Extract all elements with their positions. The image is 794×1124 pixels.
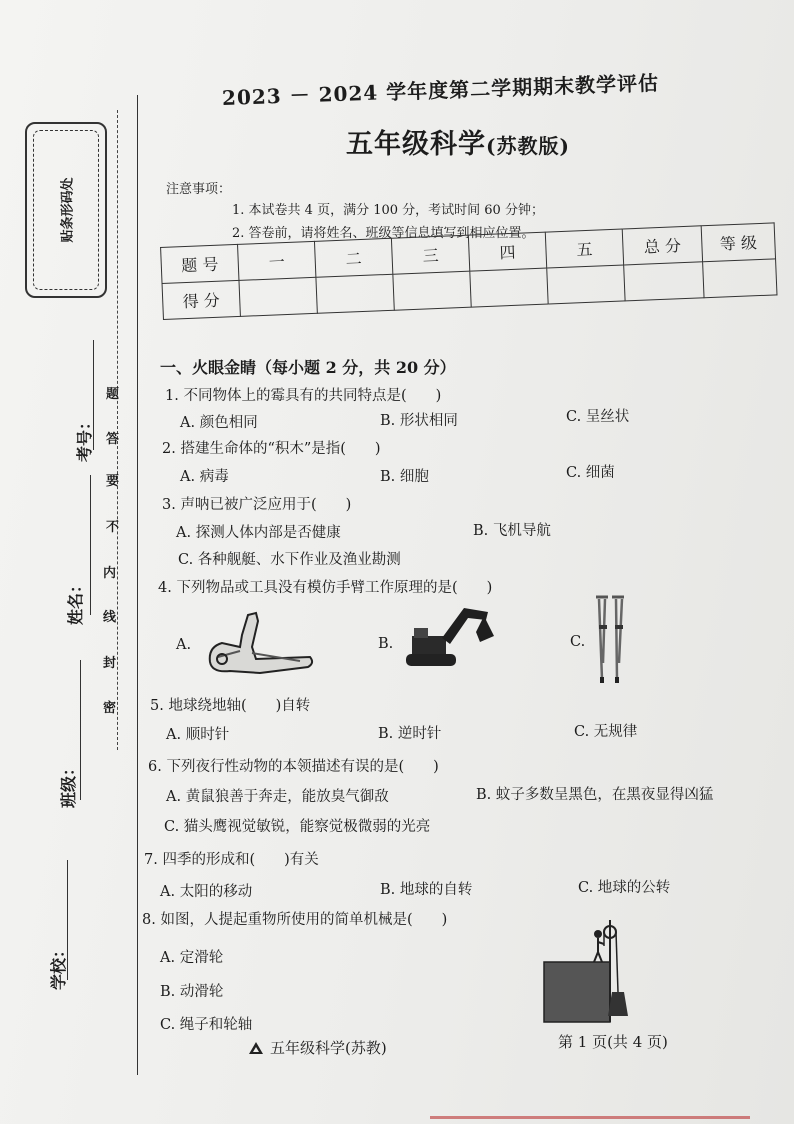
school-label: 学校： [49, 941, 68, 990]
option[interactable]: A. [176, 637, 192, 653]
seal-char: 不 [106, 520, 120, 535]
footer-subject: 五年级科学(苏教) [270, 1039, 387, 1057]
page-number: 第 1 页(共 4 页) [558, 1033, 668, 1051]
question-stem: 5. 地球绕地轴( )自转 [150, 698, 311, 714]
seal-char: 封 [103, 656, 117, 671]
seal-char: 要 [106, 474, 120, 489]
option[interactable]: A. 定滑轮 [160, 950, 224, 966]
option[interactable]: B. 地球的自转 [380, 882, 473, 898]
option[interactable]: C. 猫头鹰视觉敏锐，能察觉极微弱的光亮 [164, 819, 431, 835]
notes-heading: 注意事项： [166, 182, 232, 197]
score-cell[interactable] [393, 271, 471, 310]
barcode-box [25, 122, 107, 298]
robotic-arm-image [200, 607, 320, 677]
option[interactable]: A. 太阳的移动 [160, 884, 253, 900]
pulley-image [540, 918, 650, 1024]
option[interactable]: B. 细胞 [380, 469, 429, 485]
option[interactable]: C. [570, 634, 586, 650]
option[interactable]: B. 形状相同 [380, 413, 458, 429]
option[interactable]: B. 飞机导航 [473, 523, 551, 539]
option[interactable]: C. 无规律 [574, 724, 638, 740]
score-table-header: 二 [314, 238, 392, 277]
question-stem: 3. 声呐已被广泛应用于( ) [162, 497, 352, 513]
option[interactable]: B. 逆时针 [378, 726, 442, 742]
binding-line [137, 95, 138, 1075]
question-stem: 7. 四季的形成和( )有关 [144, 852, 319, 868]
exam-title: 2023 － 2024 学年度第二学期期末教学评估 [221, 70, 660, 110]
scan-edge [430, 1116, 750, 1119]
question-stem: 8. 如图，人提起重物所使用的简单机械是( ) [142, 912, 448, 928]
option[interactable]: A. 顺时针 [166, 727, 230, 743]
seal-char: 内 [103, 566, 117, 581]
score-table-header: 一 [238, 241, 316, 280]
exam-no-label: 考号： [75, 413, 94, 462]
question-stem: 4. 下列物品或工具没有模仿手臂工作原理的是( ) [158, 580, 493, 596]
class-label: 班级： [59, 759, 78, 808]
note-item: 1. 本试卷共 4 页，满分 100 分，考试时间 60 分钟； [232, 203, 544, 218]
option[interactable]: B. [378, 636, 394, 652]
option[interactable]: A. 病毒 [180, 469, 229, 485]
note-item: 2. 答卷前，请将姓名、班级等信息填写到相应位置。 [232, 226, 535, 241]
score-cell[interactable] [624, 262, 704, 301]
option[interactable]: A. 颜色相同 [180, 415, 258, 431]
option[interactable]: C. 各种舰艇、水下作业及渔业勘测 [178, 552, 401, 568]
score-cell[interactable] [316, 274, 394, 313]
subject-title: 五年级科学(苏教版) [346, 129, 570, 160]
section-title: 一、火眼金睛（每小题 2 分，共 20 分） [160, 358, 456, 377]
question-stem: 2. 搭建生命体的“积木”是指( ) [162, 441, 381, 457]
exam-no-input-line[interactable] [93, 340, 94, 450]
score-table-header: 等 级 [701, 223, 775, 262]
score-cell[interactable] [239, 277, 317, 316]
footer-logo-icon [248, 1041, 264, 1055]
score-table-header: 四 [468, 232, 546, 271]
question-stem: 6. 下列夜行性动物的本领描述有误的是( ) [148, 759, 439, 775]
option[interactable]: A. 黄鼠狼善于奔走，能放臭气御敌 [166, 789, 389, 805]
name-input-line[interactable] [90, 475, 91, 615]
seal-char: 线 [103, 610, 117, 625]
question-stem: 1. 不同物体上的霉具有的共同特点是( ) [165, 388, 442, 404]
class-input-line[interactable] [80, 660, 81, 800]
score-cell[interactable] [470, 268, 548, 307]
option[interactable]: C. 细菌 [566, 465, 615, 481]
score-table-header: 五 [545, 229, 623, 268]
school-input-line[interactable] [67, 860, 68, 980]
option[interactable]: B. 动滑轮 [160, 984, 224, 1000]
score-table-header: 总 分 [622, 226, 702, 265]
option[interactable]: C. 呈丝状 [566, 409, 630, 425]
score-table-header: 题 号 [161, 244, 239, 283]
option[interactable]: C. 绳子和轮轴 [160, 1017, 253, 1033]
score-cell[interactable] [547, 265, 625, 304]
score-row-label: 得 分 [162, 280, 240, 319]
excavator-image [402, 602, 502, 672]
barcode-label: 贴条形码处 [60, 177, 76, 243]
score-cell[interactable] [703, 259, 777, 298]
option[interactable]: C. 地球的公转 [578, 880, 671, 896]
option[interactable]: B. 蚊子多数呈黑色，在黑夜显得凶猛 [476, 787, 714, 803]
seal-char: 密 [103, 701, 117, 716]
crutches-image [590, 593, 630, 685]
option[interactable]: A. 探测人体内部是否健康 [176, 525, 341, 541]
name-label: 姓名： [66, 576, 85, 625]
score-table-header: 三 [391, 235, 469, 274]
seal-char: 题 [106, 387, 120, 402]
seal-char: 答 [106, 432, 120, 447]
